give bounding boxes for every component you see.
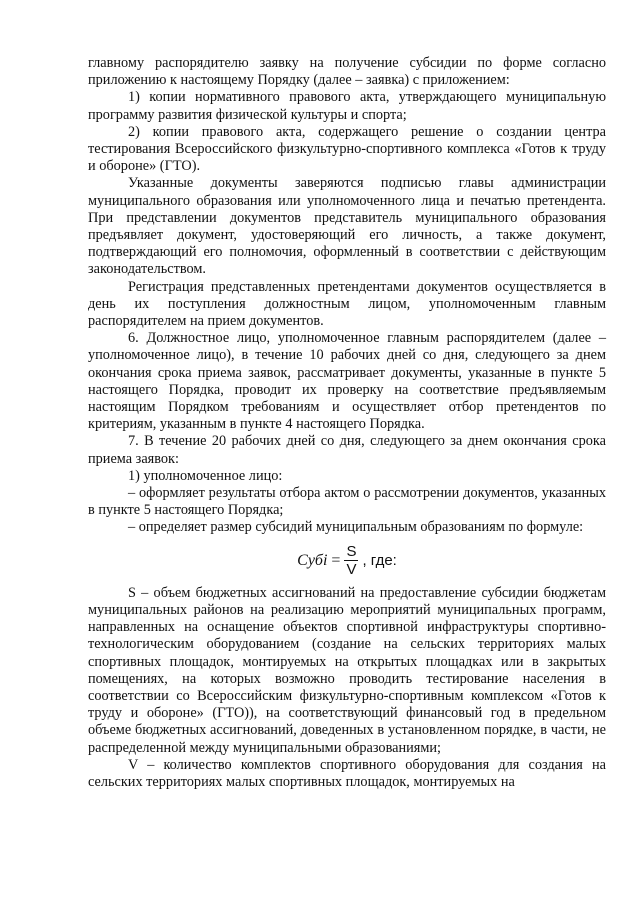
paragraph: V – количество комплектов спортивного оборудования для создания на сельских территориях малых спортивных площадок, монтируемых на: [88, 756, 606, 790]
paragraph: 7. В течение 20 рабочих дней со дня, следующего за днем окончания срока приема заявок:: [88, 433, 606, 467]
formula-numerator: S: [346, 542, 357, 560]
formula-denominator: V: [346, 560, 357, 578]
formula-equals: =: [331, 552, 341, 570]
paragraph: 6. Должностное лицо, уполномоченное главным распорядителем (далее – уполномоченное лицо), в течение 10 рабочих дней со дня, следующего за днем окончания срока приема заявок, рассматривает документы, указанные в пункте 5 настоящего Порядка, проводит их проверку на соответствие предъявляемым настоящим Порядком требованиям и осуществляет отбор претендентов по критериям, указанным в пункте 4 настоящего Порядка.: [88, 330, 606, 433]
document-page: [88, 55, 606, 791]
paragraph: – определяет размер субсидий муниципальным образованиям по формуле:: [128, 519, 584, 536]
paragraph: 1) уполномоченное лицо:: [128, 467, 283, 484]
paragraph: главному распорядителю заявку на получение субсидии по форме согласно приложению к настоящему Порядку (далее – заявка) с приложением:: [88, 55, 606, 89]
paragraph: 1) копии нормативного правового акта, утверждающего муниципальную программу развития физической культуры и спорта;: [88, 89, 606, 123]
paragraph: – оформляет результаты отбора актом о рассмотрении документов, указанных в пункте 5 настоящего Порядка;: [88, 485, 606, 519]
paragraph: S – объем бюджетных ассигнований на предоставление субсидии бюджетам муниципальных районов на реализацию мероприятий муниципальных программ, направленных на оснащение объектов спортивной инфраструктуры спортивно-технологическим оборудованием (создание на сельских территориях малых спортивных площадок, монтируемых на открытых площадках или в закрытых помещениях, на которых возможно проводить тестирование населения в соответствии со Всероссийским физкультурно-спортивным комплексом «Готов к труду и обороне» (ГТО)), на соответствующий финансовый год в предельном объеме бюджетных ассигнований, доведенных в установленном порядке, в части, не распределенной между муниципальными образованиями;: [88, 584, 606, 756]
subsidy-formula: [88, 538, 606, 584]
text-block-bottom: [88, 585, 606, 791]
paragraph: Регистрация представленных претендентами документов осуществляется в день их поступления должностным лицом, уполномоченным главным распорядителем на прием документов.: [88, 278, 606, 330]
paragraph: Указанные документы заверяются подписью главы администрации муниципального образования или уполномоченного лица и печатью претендента. При представлении документов представитель муниципального образования предъявляет документ, удостоверяющий его личность, а также документ, подтверждающий его полномочия, оформленный в соответствии с действующим законодательством.: [88, 175, 606, 278]
paragraph: 2) копии правового акта, содержащего решение о создании центра тестирования Всероссийского физкультурно-спортивного комплекса «Готов к труду и обороне» (ГТО).: [88, 123, 606, 175]
formula-tail: , где:: [362, 552, 397, 570]
text-block-top: [88, 55, 606, 537]
formula-lhs: Субі: [297, 552, 328, 570]
formula-fraction: [344, 543, 358, 579]
